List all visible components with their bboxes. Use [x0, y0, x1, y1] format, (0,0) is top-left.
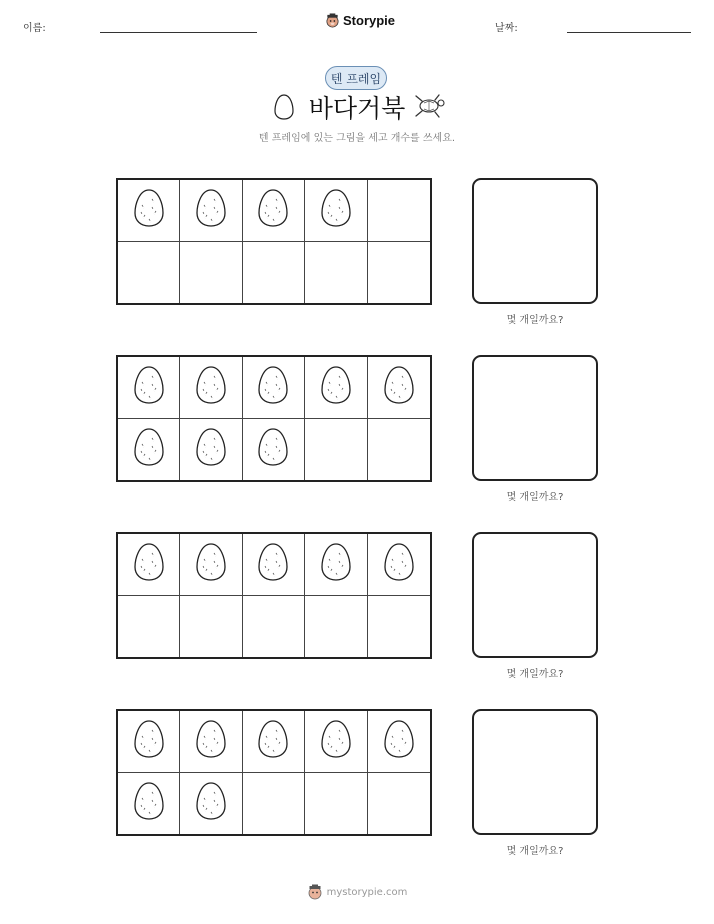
ten-frame — [116, 709, 432, 836]
brand-name: Storypie — [343, 13, 396, 28]
egg-icon — [256, 426, 290, 472]
ten-frame-cell — [305, 711, 367, 773]
answer-box[interactable] — [472, 355, 598, 481]
egg-icon — [132, 780, 166, 826]
egg-icon — [319, 364, 353, 410]
egg-icon — [194, 187, 228, 233]
ten-frame-cell — [243, 596, 305, 658]
question-label: 몇 개일까요? — [506, 492, 564, 503]
page-title: 바다거북 — [308, 94, 406, 123]
ten-frame-cell — [243, 180, 305, 242]
egg-icon — [132, 426, 166, 472]
ten-frame-cell — [305, 534, 367, 596]
answer-box[interactable] — [472, 532, 598, 658]
question-label: 몇 개일까요? — [506, 846, 564, 857]
ten-frame-cell — [180, 357, 242, 419]
egg-icon — [382, 364, 416, 410]
ten-frame-cell — [180, 419, 242, 481]
ten-frame-cell — [118, 711, 180, 773]
ten-frame-cell — [118, 596, 180, 658]
egg-icon — [256, 718, 290, 764]
ten-frame-cell — [243, 773, 305, 835]
egg-icon — [194, 541, 228, 587]
ten-frame-cell — [118, 534, 180, 596]
ten-frame-cell — [243, 242, 305, 304]
ten-frame-cell — [305, 242, 367, 304]
date-field[interactable] — [567, 32, 691, 33]
egg-icon — [132, 187, 166, 233]
ten-frame-cell — [118, 180, 180, 242]
egg-icon — [132, 541, 166, 587]
worksheet-tag: 텐 프레임 — [325, 66, 387, 90]
footer — [0, 884, 714, 900]
ten-frame-cell — [118, 773, 180, 835]
ten-frame-cell — [305, 596, 367, 658]
egg-icon — [273, 93, 295, 121]
footer-website: mystorypie.com — [326, 886, 408, 898]
egg-icon — [319, 541, 353, 587]
ten-frame-cell — [180, 773, 242, 835]
instructions: 텐 프레임에 있는 그림을 세고 개수를 쓰세요. — [258, 133, 456, 144]
ten-frame — [116, 178, 432, 305]
ten-frame-cell — [368, 711, 430, 773]
egg-icon — [194, 426, 228, 472]
egg-icon — [194, 364, 228, 410]
egg-icon — [256, 541, 290, 587]
ten-frame-cell — [305, 419, 367, 481]
ten-frame-cell — [243, 357, 305, 419]
bear-mascot-icon — [307, 884, 323, 900]
ten-frame-cell — [118, 357, 180, 419]
egg-icon — [256, 187, 290, 233]
egg-icon — [256, 364, 290, 410]
ten-frame-cell — [243, 419, 305, 481]
ten-frame-cell — [180, 180, 242, 242]
name-label: 이름: — [23, 23, 46, 34]
ten-frame-cell — [368, 596, 430, 658]
ten-frame — [116, 355, 432, 482]
egg-icon — [319, 718, 353, 764]
ten-frame-cell — [305, 180, 367, 242]
answer-box[interactable] — [472, 709, 598, 835]
egg-icon — [194, 780, 228, 826]
egg-icon — [132, 718, 166, 764]
ten-frame-cell — [180, 242, 242, 304]
ten-frame-cell — [180, 534, 242, 596]
ten-frame-cell — [305, 357, 367, 419]
question-label: 몇 개일까요? — [506, 315, 564, 326]
egg-icon — [382, 718, 416, 764]
question-label: 몇 개일까요? — [506, 669, 564, 680]
ten-frame-cell — [118, 242, 180, 304]
date-label: 날짜: — [495, 23, 518, 34]
sea-turtle-icon — [413, 93, 447, 119]
egg-icon — [382, 541, 416, 587]
ten-frame — [116, 532, 432, 659]
ten-frame-cell — [305, 773, 367, 835]
ten-frame-cell — [368, 419, 430, 481]
bear-mascot-icon — [325, 13, 340, 28]
ten-frame-cell — [368, 534, 430, 596]
ten-frame-cell — [180, 596, 242, 658]
ten-frame-cell — [243, 534, 305, 596]
ten-frame-cell — [118, 419, 180, 481]
ten-frame-cell — [243, 711, 305, 773]
brand-logo — [325, 13, 395, 28]
egg-icon — [194, 718, 228, 764]
answer-box[interactable] — [472, 178, 598, 304]
egg-icon — [132, 364, 166, 410]
egg-icon — [319, 187, 353, 233]
name-field[interactable] — [100, 32, 257, 33]
ten-frame-cell — [368, 180, 430, 242]
ten-frame-cell — [368, 773, 430, 835]
ten-frame-cell — [368, 357, 430, 419]
ten-frame-cell — [180, 711, 242, 773]
ten-frame-cell — [368, 242, 430, 304]
